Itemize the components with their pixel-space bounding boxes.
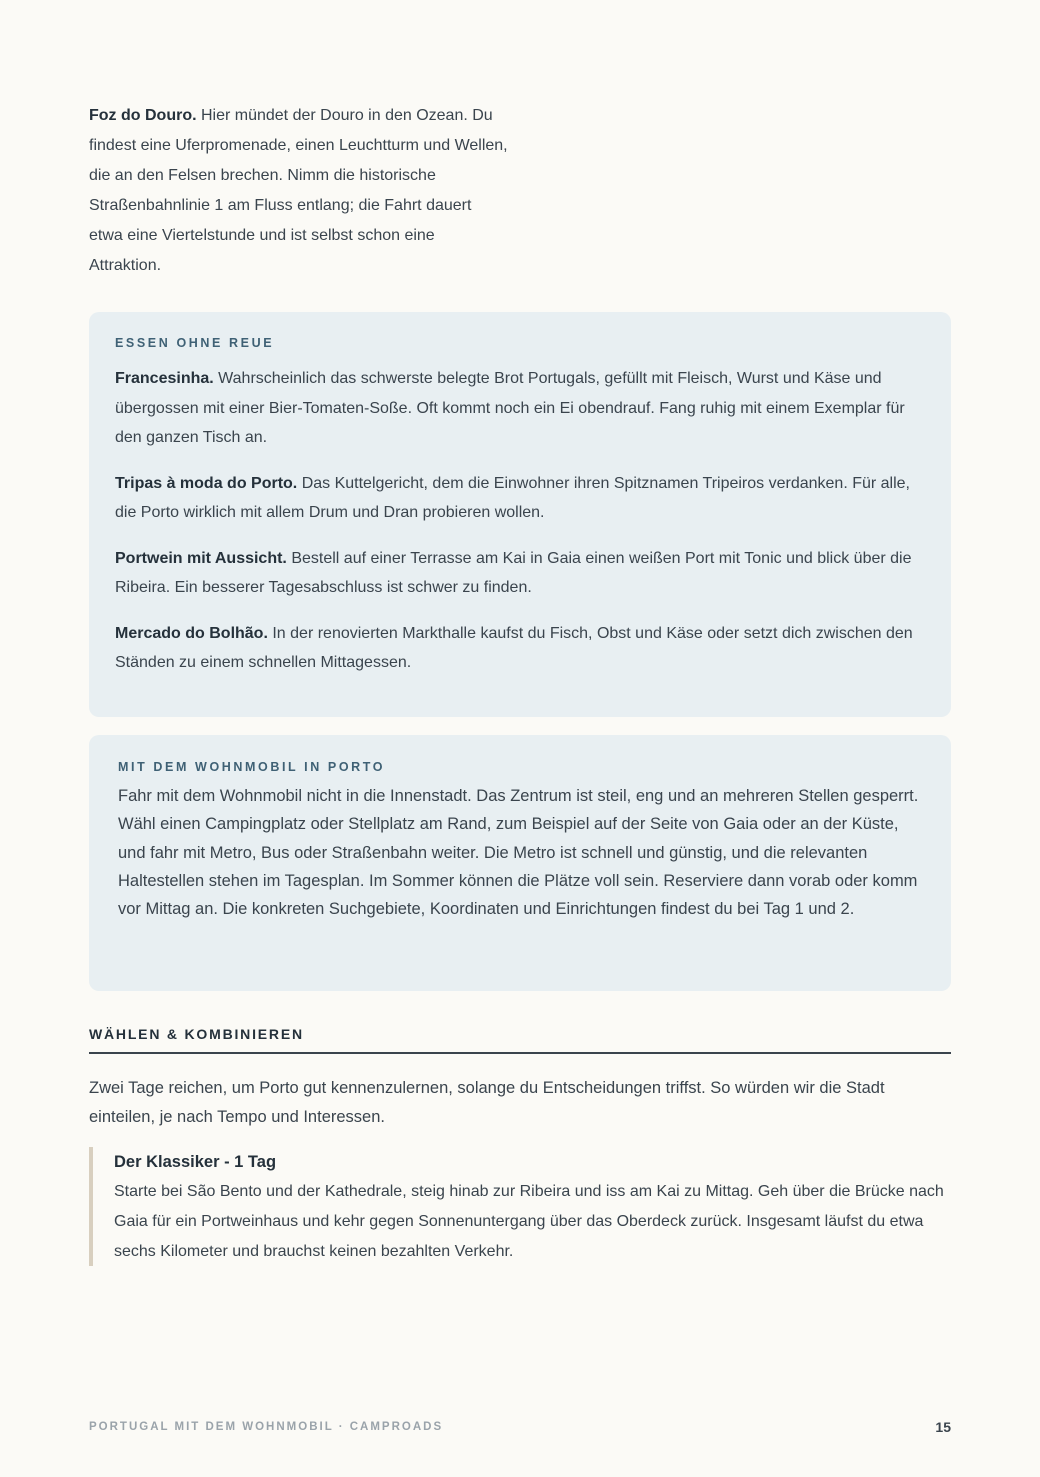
food-entry [115,619,925,678]
food-entry-text: Bestell auf einer Terrasse am Kai in Gaia einen weißen Port mit Tonic und blick über die Ribeira. Ein besserer Tagesabschluss ist schwer zu finden. [115,549,912,596]
food-tip-box [89,312,951,717]
intro-lead: Foz do Douro. [89,107,197,124]
food-entry [115,469,925,528]
food-box-label: ESSEN OHNE REUE [115,336,275,350]
food-entry [115,544,925,603]
footer-running-title: PORTUGAL MIT DEM WOHNMOBIL · CAMPROADS [89,1421,444,1433]
camper-box-text: Fahr mit dem Wohnmobil nicht in die Innenstadt. Das Zentrum ist steil, eng und an mehreren Stellen gesperrt. Wähl einen Campingplatz oder Stellplatz am Rand, zum Beispiel auf der Seite von Gaia oder an der Küste, und fahr mit Metro, Bus oder Straßenbahn weiter. Die Metro ist schnell und günstig, und die relevanten Haltestellen stehen im Tagesplan. Im Sommer können die Plätze voll sein. Reserviere dann vorab oder komm vor Mittag an. Die konkreten Suchgebiete, Koordinaten und Einrichtungen findest du bei Tag 1 und 2. [118,787,919,919]
food-entry-lead: Tripas à moda do Porto. [115,474,298,492]
food-entry-text: Das Kuttelgericht, dem die Einwohner ihren Spitznamen Tripeiros verdanken. Für alle, die Porto wirklich mit allem Drum und Dran probieren wollen. [115,474,910,521]
food-entry-lead: Portwein mit Aussicht. [115,549,287,567]
food-entry-text: Wahrscheinlich das schwerste belegte Brot Portugals, gefüllt mit Fleisch, Wurst und Käse und übergossen mit einer Bier-Tomaten-Soße. Oft kommt noch ein Ei obendrauf. Fang ruhig mit einem Exemplar für den ganzen Tisch an. [115,370,905,446]
food-entry-text: In der renovierten Markthalle kaufst du Fisch, Obst und Käse oder setzt dich zwischen den Ständen zu einem schnellen Mittagessen. [115,624,913,671]
intro-text: Hier mündet der Douro in den Ozean. Du findest eine Uferpromenade, einen Leuchtturm und Wellen, die an den Felsen brechen. Nimm die historische Straßenbahnlinie 1 am Fluss entlang; die Fahrt dauert etwa eine Viertelstunde und ist selbst schon eine Attraktion. [89,107,508,274]
intro-paragraph [89,101,509,281]
camper-tip-box [89,735,951,991]
camper-box-label: MIT DEM WOHNMOBIL IN PORTO [118,760,386,774]
itinerary-option [89,1147,951,1266]
section-heading: WÄHLEN & KOMBINIEREN [89,1026,951,1054]
option-text: Starte bei São Bento und der Kathedrale, steig hinab zur Ribeira und iss am Kai zu Mittag. Geh über die Brücke nach Gaia für ein Portweinhaus und kehr gegen Sonnenuntergang über das Oberdeck zurück. Insgesamt läufst du etwa sechs Kilometer und brauchst keinen bezahlten Verkehr. [114,1183,944,1260]
food-entry-lead: Mercado do Bolhão. [115,624,268,642]
page-number: 15 [935,1419,951,1435]
option-title: Der Klassiker - 1 Tag [114,1153,277,1171]
food-entry [115,364,925,453]
food-entry-lead: Francesinha. [115,370,214,387]
section-intro: Zwei Tage reichen, um Porto gut kennenzulernen, solange du Entscheidungen triffst. So würden wir die Stadt einteilen, je nach Tempo und Interessen. [89,1079,885,1126]
